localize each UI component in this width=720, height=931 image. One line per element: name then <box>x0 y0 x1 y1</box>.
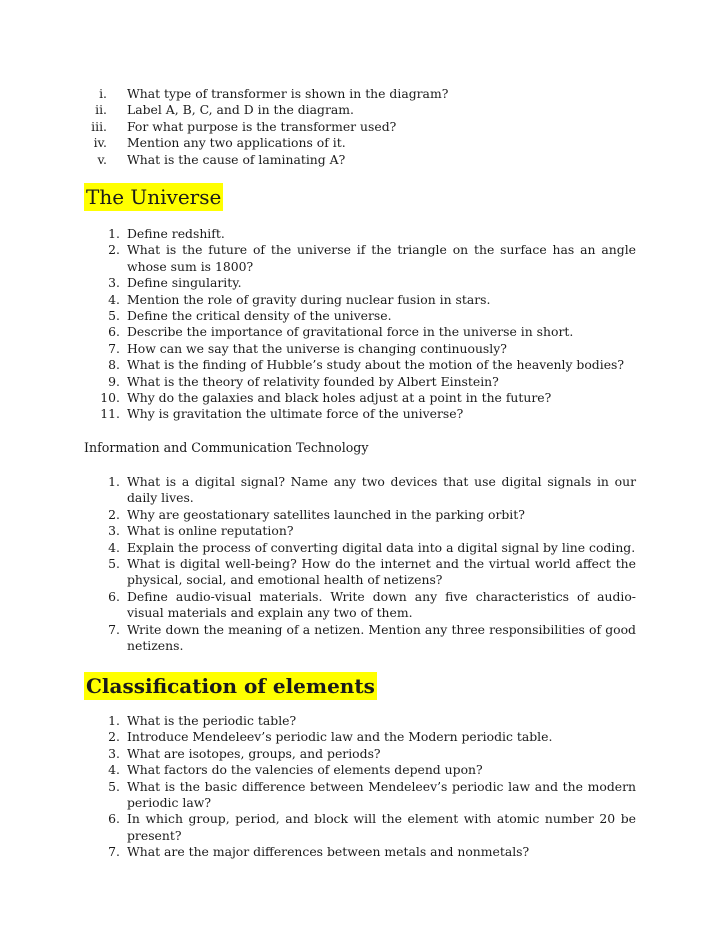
list-item <box>96 275 636 291</box>
item-text: What is digital well-being? How do the internet and the virtual world affect the physical, social, and emotional health of netizens? <box>127 556 636 588</box>
elements-heading: Classification of elements <box>86 674 375 698</box>
item-number: 2. <box>108 729 120 745</box>
universe-heading: The Universe <box>86 185 222 209</box>
item-text: What factors do the valencies of elements depend upon? <box>127 762 483 778</box>
item-number: 5. <box>108 556 120 572</box>
item-text: Explain the process of converting digital data into a digital signal by line coding. <box>127 539 636 555</box>
list-item <box>96 811 636 844</box>
list-item <box>80 102 640 118</box>
list-item <box>80 119 640 135</box>
item-number: i. <box>99 86 107 101</box>
item-text: Why is gravitation the ultimate force of the universe? <box>127 406 464 422</box>
item-text: What is online reputation? <box>127 523 294 539</box>
list-item <box>96 746 636 762</box>
item-text: Define singularity. <box>127 275 242 291</box>
item-number: 3. <box>108 745 120 761</box>
list-item <box>96 226 636 242</box>
item-text: What is a digital signal? Name any two devices that use digital signals in our daily lives. <box>127 474 636 506</box>
list-item <box>96 324 636 340</box>
list-item <box>96 507 636 523</box>
item-text: Describe the importance of gravitational force in the universe in short. <box>127 324 574 340</box>
item-text: Define the critical density of the universe. <box>127 308 392 324</box>
item-text: Define audio-visual materials. Write down any five characteristics of audio-visual materials and explain any two of them. <box>127 588 636 621</box>
item-text: Why do the galaxies and black holes adjust at a point in the future? <box>127 390 552 406</box>
list-item <box>96 341 636 357</box>
item-text: For what purpose is the transformer used? <box>127 118 397 134</box>
item-number: 4. <box>108 762 120 778</box>
item-number: 7. <box>108 621 120 637</box>
item-number: 6. <box>108 588 120 604</box>
list-item <box>96 374 636 390</box>
item-number: 4. <box>108 291 120 307</box>
item-text: Label A, B, C, and D in the diagram. <box>127 102 354 118</box>
item-text: What is the cause of laminating A? <box>127 151 346 167</box>
item-text: What type of transformer is shown in the diagram? <box>127 86 449 101</box>
transformer-question-list <box>80 86 640 168</box>
item-number: 8. <box>108 357 120 373</box>
item-number: 2. <box>108 242 120 258</box>
list-item <box>96 540 636 556</box>
item-text: Mention the role of gravity during nuclear fusion in stars. <box>127 291 491 307</box>
list-item <box>96 622 636 655</box>
item-number: 4. <box>108 539 120 555</box>
item-text: What are isotopes, groups, and periods? <box>127 745 381 761</box>
item-number: 5. <box>108 308 120 324</box>
list-item <box>80 152 640 168</box>
item-number: 11. <box>100 406 120 422</box>
list-item <box>96 406 636 422</box>
list-item <box>96 589 636 622</box>
item-number: 6. <box>108 324 120 340</box>
list-item <box>96 357 636 373</box>
list-item <box>96 523 636 539</box>
item-number: 5. <box>108 778 120 794</box>
item-number: 1. <box>108 226 120 241</box>
item-number: v. <box>97 151 107 167</box>
item-number: 7. <box>108 844 120 860</box>
item-number: 6. <box>108 811 120 827</box>
item-text: How can we say that the universe is changing continuously? <box>127 340 507 356</box>
item-text: What is the future of the universe if the triangle on the surface has an angle whose sum is 1800? <box>127 242 636 274</box>
item-text: What is the basic difference between Mendeleev’s periodic law and the modern periodic law? <box>127 778 636 811</box>
item-text: Why are geostationary satellites launched in the parking orbit? <box>127 506 525 522</box>
item-number: iii. <box>91 118 107 134</box>
list-item <box>80 86 640 102</box>
list-item <box>96 308 636 324</box>
list-item <box>80 135 640 151</box>
item-number: ii. <box>95 102 107 118</box>
item-text: Write down the meaning of a netizen. Mention any three responsibilities of good netizens. <box>127 621 636 654</box>
list-item <box>96 844 636 860</box>
list-item <box>96 474 636 507</box>
item-number: 1. <box>108 713 120 728</box>
item-text: Mention any two applications of it. <box>127 135 346 151</box>
item-number: 9. <box>108 373 120 389</box>
item-number: 1. <box>108 474 120 489</box>
item-number: iv. <box>93 135 107 151</box>
item-number: 3. <box>108 523 120 539</box>
list-item <box>96 390 636 406</box>
item-number: 7. <box>108 340 120 356</box>
item-number: 3. <box>108 275 120 291</box>
universe-question-list <box>96 226 636 423</box>
list-item <box>96 762 636 778</box>
ict-question-list <box>96 474 636 654</box>
item-number: 2. <box>108 506 120 522</box>
item-text: What are the major differences between metals and nonmetals? <box>127 844 530 860</box>
item-text: Define redshift. <box>127 226 225 241</box>
item-text: What is the periodic table? <box>127 713 297 728</box>
list-item <box>96 729 636 745</box>
list-item <box>96 242 636 275</box>
ict-heading: Information and Communication Technology <box>84 440 369 455</box>
list-item <box>96 713 636 729</box>
elements-question-list <box>96 713 636 861</box>
list-item <box>96 779 636 812</box>
item-text: What is the finding of Hubble’s study about the motion of the heavenly bodies? <box>127 357 625 373</box>
item-text: What is the theory of relativity founded by Albert Einstein? <box>127 373 499 389</box>
item-text: Introduce Mendeleev’s periodic law and the Modern periodic table. <box>127 729 553 745</box>
item-text: In which group, period, and block will the element with atomic number 20 be present? <box>127 811 636 843</box>
list-item <box>96 556 636 589</box>
item-number: 10. <box>100 390 120 406</box>
list-item <box>96 292 636 308</box>
